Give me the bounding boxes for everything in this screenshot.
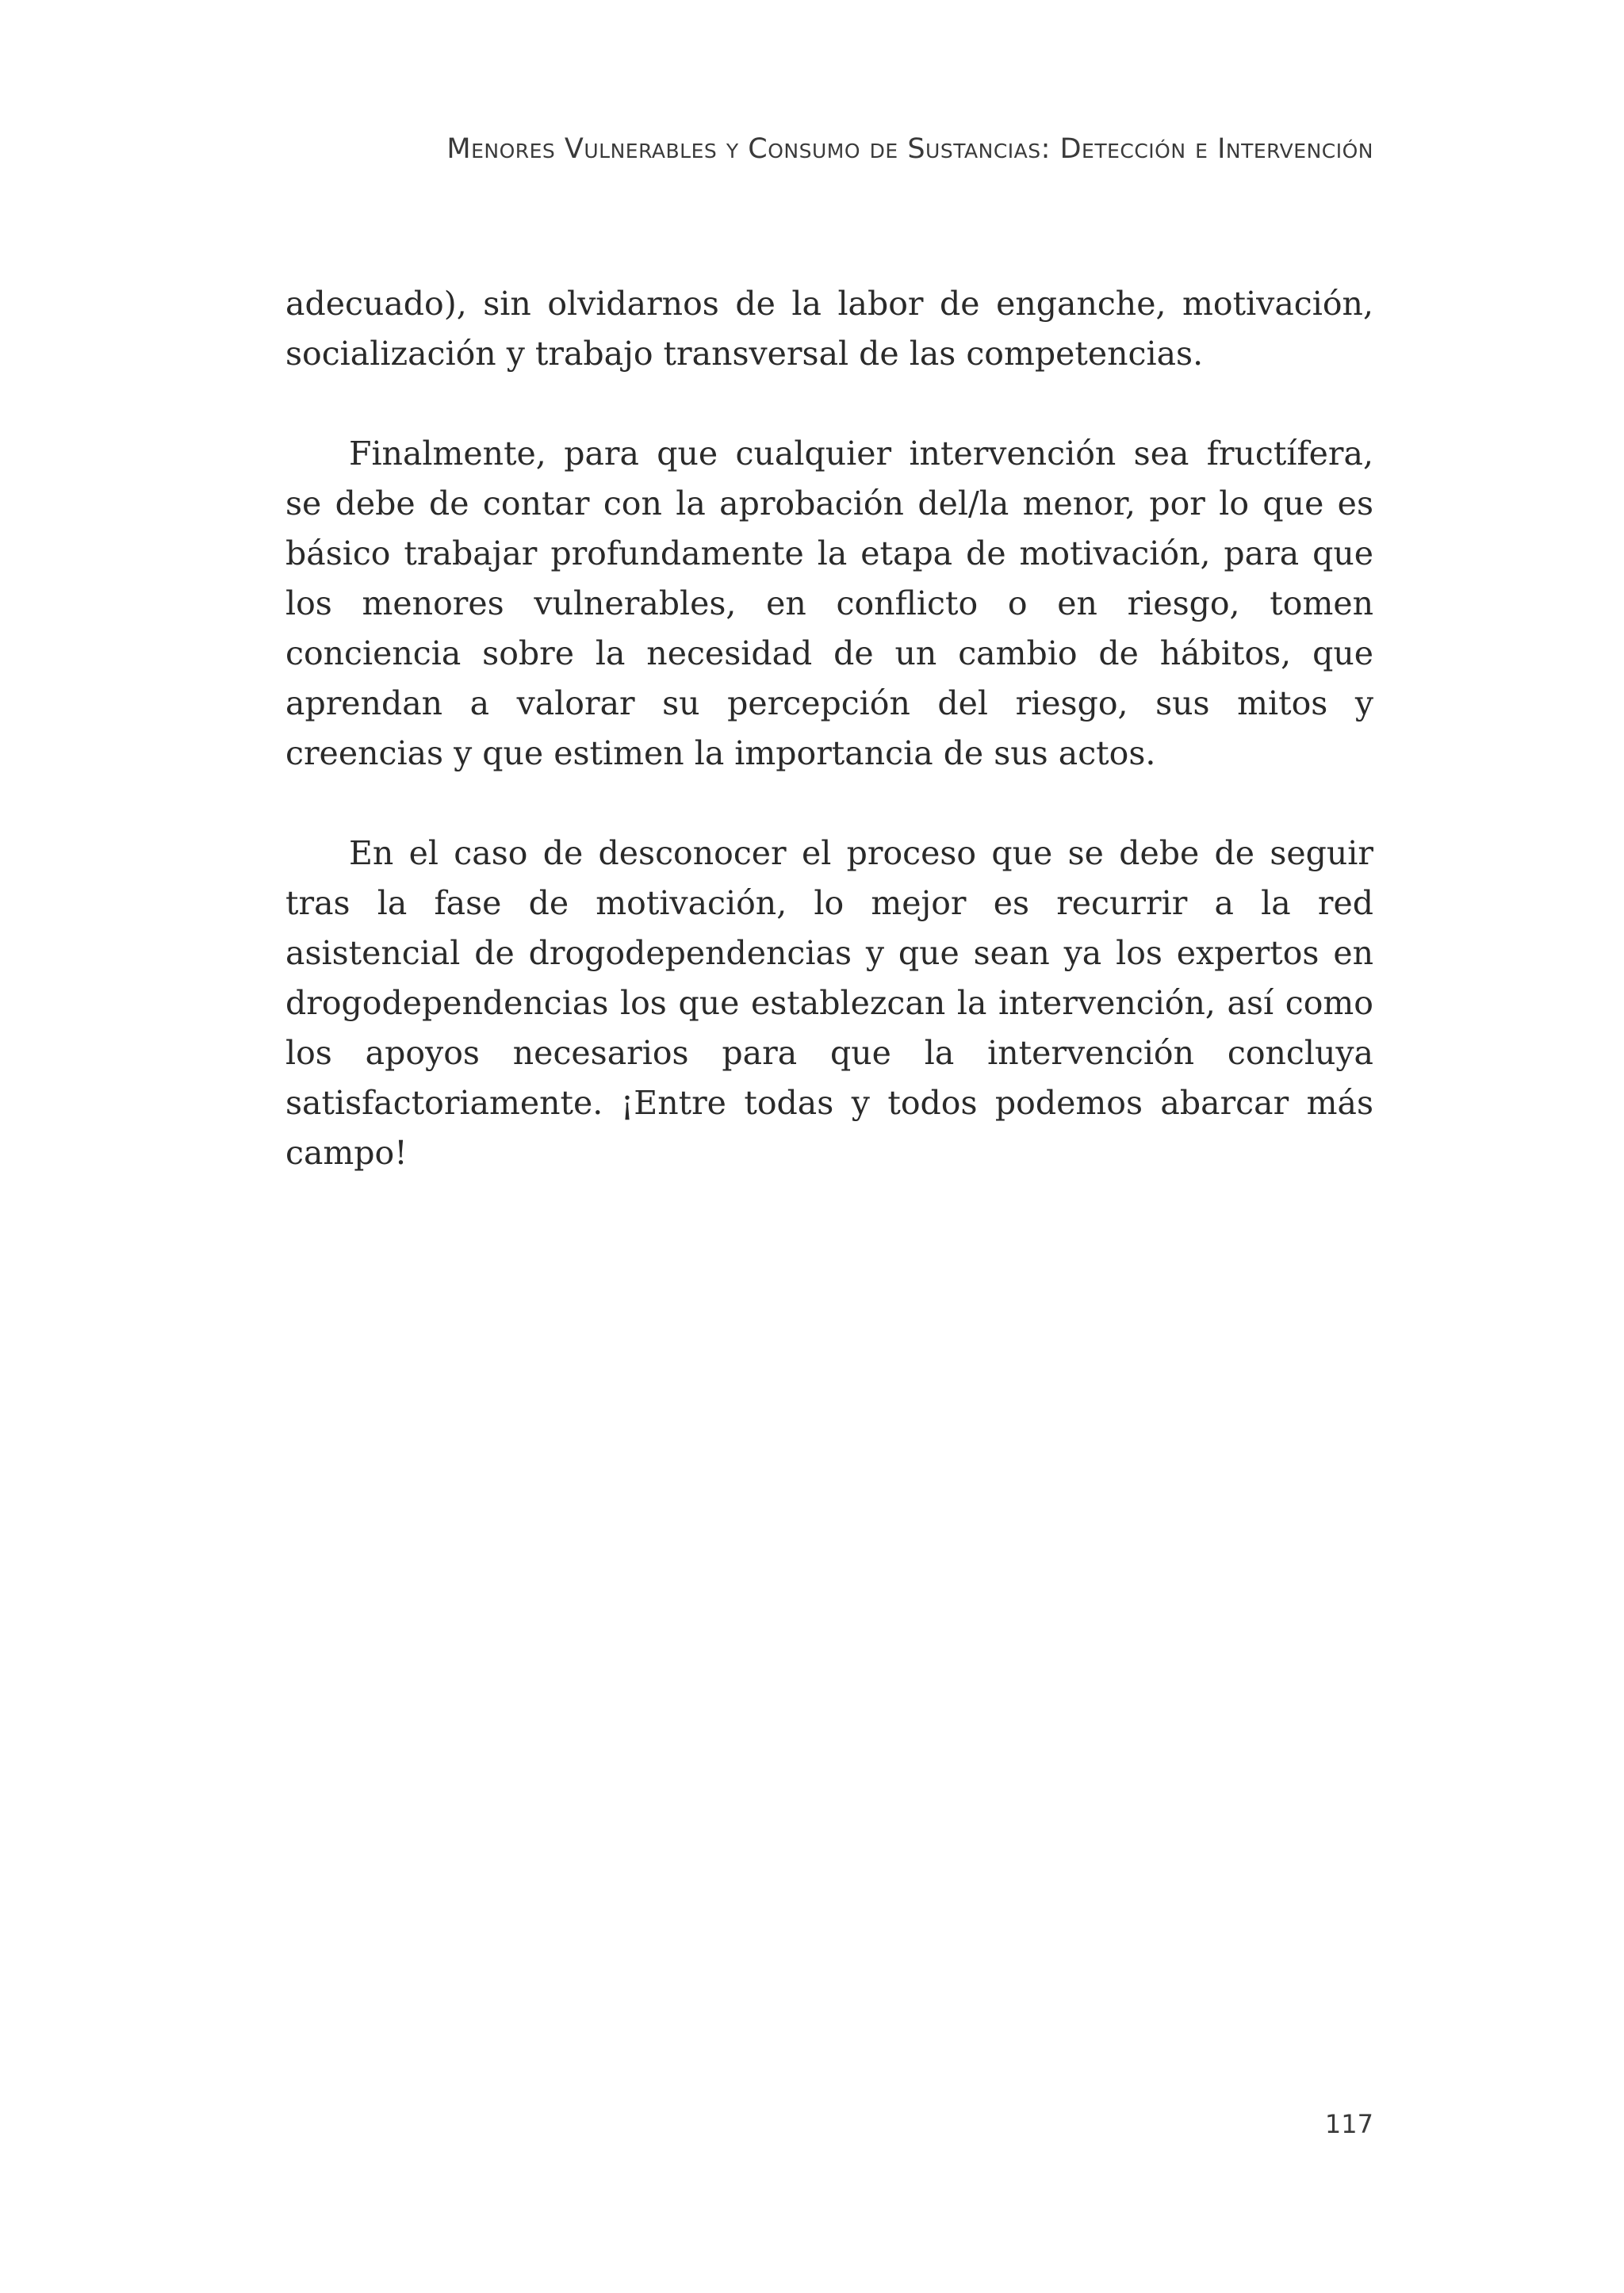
page-number: 117	[1324, 2109, 1373, 2139]
paragraph-motivation: Finalmente, para que cualquier intervención sea fructífera, se debe de contar con la aprobación del/la menor, por lo que es básico trabajar profundamente la etapa de motivación, para que los menores vulnerables, en conflicto o en riesgo, tomen conciencia sobre la necesidad de un cambio de hábitos, que aprendan a valorar su percepción del riesgo, sus mitos y creencias y que estimen la importancia de sus actos.	[285, 434, 1373, 772]
running-header: Menores Vulnerables y Consumo de Sustancias: Detección e Intervención	[446, 133, 1373, 165]
paragraph-referral: En el caso de desconocer el proceso que se debe de seguir tras la fase de motivación, lo mejor es recurrir a la red asistencial de drogodependencias y que sean ya los expertos en drogodependencias los que establezcan la intervención, así como los apoyos necesarios para que la intervención concluya satisfactoriamente. ¡Entre todas y todos podemos abarcar más campo!	[285, 834, 1373, 1172]
body-text	[285, 279, 1373, 1228]
paragraph-continuation: adecuado), sin olvidarnos de la labor de enganche, motivación, socialización y trabajo transversal de las competencias.	[285, 285, 1373, 373]
